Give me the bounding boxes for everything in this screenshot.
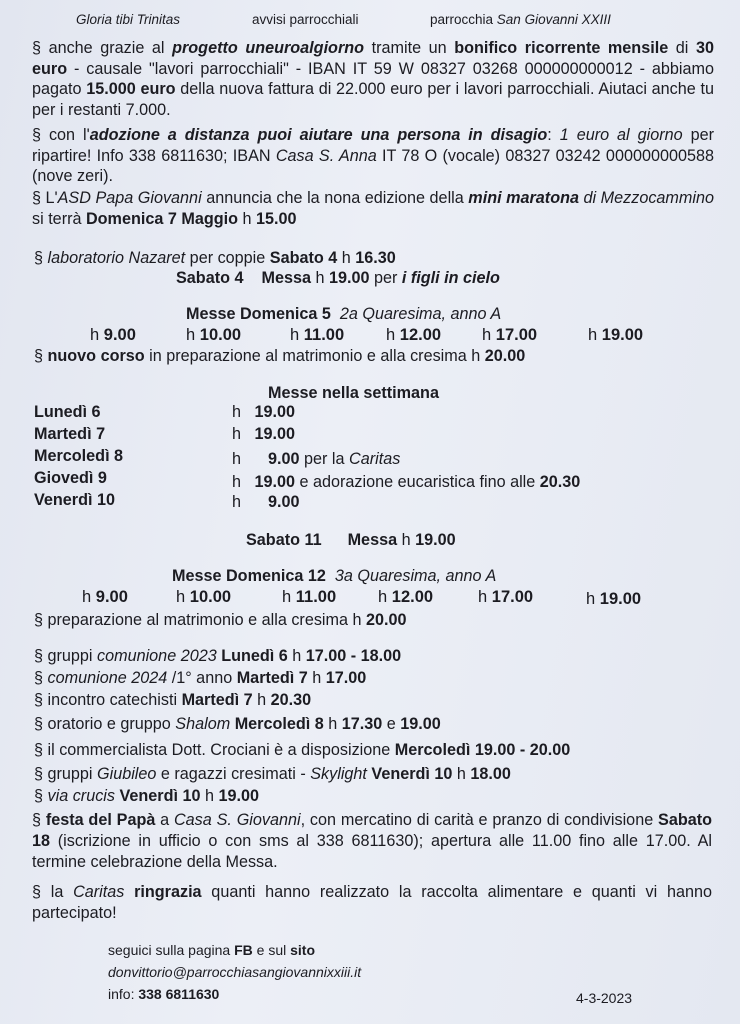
notice-adozione: § con l'adozione a distanza puoi aiutare una persona in disagio: 1 euro al giorno per ripartire! Info 338 6811630; IBAN Casa S. Anna IT 78 O (vocale) 08327 03242 000000000588 (nove zeri). bbox=[32, 126, 714, 186]
dom5-time-4: h 12.00 bbox=[386, 326, 442, 344]
sabato4-line: Sabato 4 Messa h 19.00 per i figli in cielo bbox=[176, 269, 500, 287]
week-day-lunedi: Lunedì 6 bbox=[34, 403, 101, 421]
week-time-mercoledi: h 9.00 per la Caritas bbox=[232, 450, 401, 468]
item-giubileo: § gruppi Giubileo e ragazzi cresimati - Skylight Venerdì 10 h 18.00 bbox=[34, 765, 511, 783]
footer-email[interactable]: donvittorio@parrocchiasangiovannixxiii.it bbox=[108, 964, 362, 980]
item-comunione-2023: § gruppi comunione 2023 Lunedì 6 h 17.00 - 18.00 bbox=[34, 647, 402, 665]
week-day-martedi: Martedì 7 bbox=[34, 425, 106, 443]
week-day-mercoledi: Mercoledì 8 bbox=[34, 447, 124, 465]
domenica12-title: Messe Domenica 12 3a Quaresima, anno A bbox=[172, 567, 497, 585]
week-day-giovedi: Giovedì 9 bbox=[34, 469, 107, 487]
footer-date: 4-3-2023 bbox=[576, 990, 633, 1006]
dom5-time-3: h 11.00 bbox=[290, 326, 345, 344]
dom12-time-2: h 10.00 bbox=[176, 588, 232, 606]
sabato11-line: Sabato 11 Messa h 19.00 bbox=[246, 531, 456, 549]
dom12-time-4: h 12.00 bbox=[378, 588, 434, 606]
item-via-crucis: § via crucis Venerdì 10 h 19.00 bbox=[34, 787, 259, 805]
week-time-giovedi: h 19.00 e adorazione eucaristica fino alle 20.30 bbox=[232, 473, 581, 491]
footer-info: info: 338 6811630 bbox=[108, 986, 220, 1002]
dom12-time-5: h 17.00 bbox=[478, 588, 534, 606]
header-motto: Gloria tibi Trinitas bbox=[76, 12, 181, 27]
item-comunione-2024: § comunione 2024 /1° anno Martedì 7 h 17.00 bbox=[34, 669, 367, 687]
notice-festa-papa: § festa del Papà a Casa S. Giovanni, con mercatino di carità e pranzo di condivisione Sabato 18 (iscrizione in ufficio o con sms al 338 6811630); apertura alle 11.00 fino alle 17.00. Al termine celebrazione della Messa. bbox=[32, 811, 712, 871]
notice-laboratorio: § laboratorio Nazaret per coppie Sabato 4 h 16.30 bbox=[34, 249, 396, 267]
dom12-time-6: h 19.00 bbox=[586, 590, 642, 608]
dom5-time-1: h 9.00 bbox=[90, 326, 136, 344]
domenica5-title: Messe Domenica 5 2a Quaresima, anno A bbox=[186, 305, 502, 323]
notice-preparazione: § preparazione al matrimonio e alla cresima h 20.00 bbox=[34, 611, 407, 629]
item-catechisti: § incontro catechisti Martedì 7 h 20.30 bbox=[34, 691, 312, 709]
week-title: Messe nella settimana bbox=[268, 384, 439, 402]
dom12-time-1: h 9.00 bbox=[82, 588, 128, 606]
week-day-venerdi: Venerdì 10 bbox=[34, 491, 115, 509]
header-parish: parrocchia San Giovanni XXIII bbox=[430, 12, 611, 27]
notice-nuovo-corso: § nuovo corso in preparazione al matrimonio e alla cresima h 20.00 bbox=[34, 347, 526, 365]
item-oratorio: § oratorio e gruppo Shalom Mercoledì 8 h 17.30 e 19.00 bbox=[34, 715, 441, 733]
notice-progetto: § anche grazie al progetto uneuroalgiorno tramite un bonifico ricorrente mensile di 30 euro - causale "lavori parrocchiali" - IBAN IT 59 W 08327 03268 000000000012 - abbiamo pagato 15.000 euro della nuova fattura di 22.000 euro per i lavori parrocchiali. Aiutaci anche tu per i restanti 7.000. bbox=[32, 39, 714, 119]
dom5-time-5: h 17.00 bbox=[482, 326, 538, 344]
notice-maratona: § L'ASD Papa Giovanni annuncia che la nona edizione della mini maratona di Mezzocammino si terrà Domenica 7 Maggio h 15.00 bbox=[32, 189, 714, 228]
notice-caritas: § la Caritas ringrazia quanti hanno realizzato la raccolta alimentare e quanti vi hanno partecipato! bbox=[32, 883, 712, 922]
week-time-venerdi: h 9.00 bbox=[232, 493, 300, 511]
dom5-time-2: h 10.00 bbox=[186, 326, 242, 344]
dom12-time-3: h 11.00 bbox=[282, 588, 337, 606]
footer-social: seguici sulla pagina FB e sul sito bbox=[108, 942, 316, 958]
week-time-lunedi: h 19.00 bbox=[232, 403, 296, 421]
item-commercialista: § il commercialista Dott. Crociani è a disposizione Mercoledì 19.00 - 20.00 bbox=[34, 741, 571, 759]
dom5-time-6: h 19.00 bbox=[588, 326, 644, 344]
week-time-martedi: h 19.00 bbox=[232, 425, 296, 443]
header-title: avvisi parrocchiali bbox=[252, 12, 359, 27]
